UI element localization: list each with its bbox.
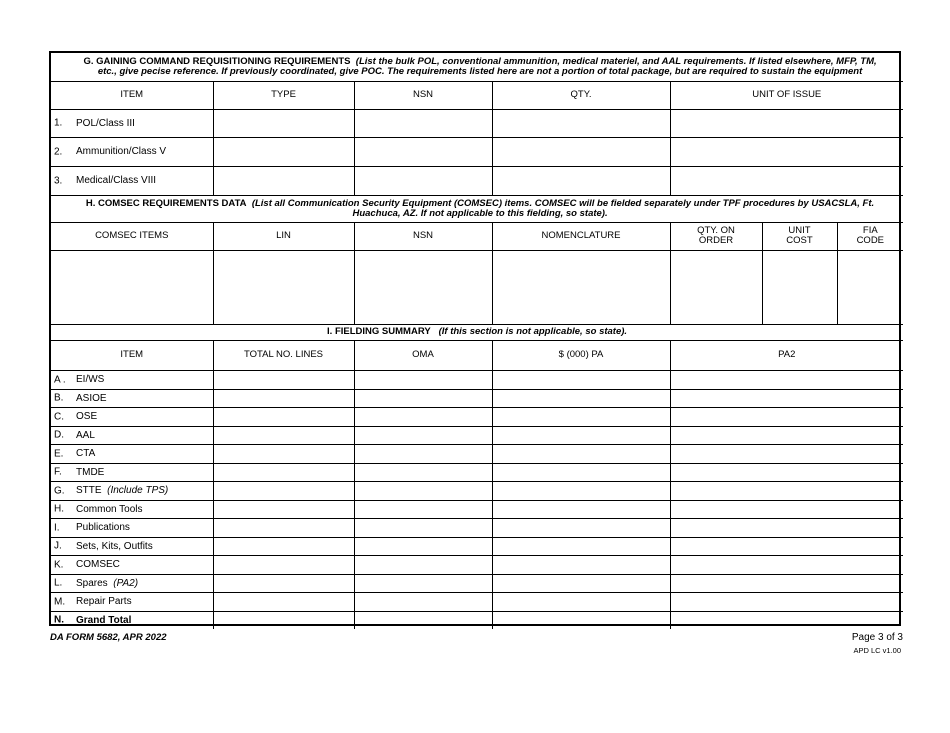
- i-header-item: ITEM: [51, 340, 213, 370]
- form-version: APD LC v1.00: [853, 646, 901, 655]
- i-oma-field[interactable]: [354, 500, 492, 518]
- h-nsn-field[interactable]: [354, 250, 492, 324]
- i-oma-field[interactable]: [354, 574, 492, 592]
- section-i-header: [51, 324, 903, 340]
- h-header-unit-cost: UNIT COST: [762, 222, 837, 250]
- i-pa2-field[interactable]: [670, 500, 903, 518]
- g-row-item: [51, 137, 213, 166]
- g-unit-field[interactable]: [670, 137, 903, 166]
- i-total-lines-field[interactable]: [213, 481, 354, 500]
- g-nsn-field[interactable]: [354, 137, 492, 166]
- g-row-item: [51, 109, 213, 137]
- i-oma-field[interactable]: [354, 592, 492, 611]
- i-total-lines-field[interactable]: [213, 370, 354, 389]
- i-row-letter: H.: [54, 503, 64, 515]
- g-unit-field[interactable]: [670, 166, 903, 195]
- i-row-item: [51, 444, 213, 463]
- i-oma-field[interactable]: [354, 463, 492, 481]
- i-pa2-field[interactable]: [670, 574, 903, 592]
- i-row: [51, 481, 903, 500]
- i-total-lines-field[interactable]: [213, 574, 354, 592]
- i-row: [51, 574, 903, 592]
- i-oma-field[interactable]: [354, 481, 492, 500]
- section-h-header: [51, 195, 903, 222]
- i-row-item: [51, 463, 213, 481]
- i-pa2-field[interactable]: [670, 592, 903, 611]
- g-qty-field[interactable]: [492, 166, 670, 195]
- i-row-letter: E.: [54, 448, 64, 459]
- i-pa2-field[interactable]: [670, 481, 903, 500]
- g-type-field[interactable]: [213, 109, 354, 137]
- h-header-qty-on-order: QTY. ON ORDER: [670, 222, 762, 250]
- i-pa2-field[interactable]: [670, 444, 903, 463]
- i-total-lines-field[interactable]: [213, 611, 354, 629]
- i-row-letter: N.: [54, 614, 64, 626]
- h-header-lin: LIN: [213, 222, 354, 250]
- h-header-nomenclature: NOMENCLATURE: [492, 222, 670, 250]
- section-i-note: (If this section is not applicable, so state).: [438, 326, 628, 337]
- h-nomenclature-field[interactable]: [492, 250, 670, 324]
- i-row-item: [51, 426, 213, 444]
- i-total-lines-field[interactable]: [213, 463, 354, 481]
- i-row: [51, 463, 903, 481]
- g-nsn-field[interactable]: [354, 166, 492, 195]
- i-header-pa: $ (000) PA: [492, 340, 670, 370]
- g-row-label: POL/Class III: [76, 117, 135, 129]
- i-row-label: Grand Total: [76, 614, 132, 626]
- g-type-field[interactable]: [213, 137, 354, 166]
- g-row-item: [51, 166, 213, 195]
- i-oma-field[interactable]: [354, 444, 492, 463]
- i-row-label: CTA: [76, 448, 96, 459]
- i-total-lines-field[interactable]: [213, 500, 354, 518]
- i-row-label: TMDE: [76, 466, 105, 478]
- i-row-letter: I.: [54, 522, 60, 533]
- h-header-comsec-items: COMSEC ITEMS: [51, 222, 213, 250]
- i-pa2-field[interactable]: [670, 537, 903, 555]
- i-row-label: EI/WS: [76, 374, 105, 385]
- i-oma-field[interactable]: [354, 389, 492, 407]
- i-pa-field[interactable]: [492, 500, 670, 518]
- g-unit-field[interactable]: [670, 109, 903, 137]
- i-row-letter: K.: [54, 559, 64, 570]
- i-row-letter: D.: [54, 429, 64, 441]
- i-pa-field[interactable]: [492, 426, 670, 444]
- i-row-label: Publications: [76, 522, 130, 533]
- i-header-oma: OMA: [354, 340, 492, 370]
- i-row: [51, 444, 903, 463]
- i-row-letter: C.: [54, 411, 64, 422]
- i-row-label: ASIOE: [76, 392, 107, 404]
- i-row-label: OSE: [76, 411, 98, 422]
- i-header-total-lines: TOTAL NO. LINES: [213, 340, 354, 370]
- i-total-lines-field[interactable]: [213, 444, 354, 463]
- i-total-lines-field[interactable]: [213, 389, 354, 407]
- i-oma-field[interactable]: [354, 407, 492, 426]
- g-type-field[interactable]: [213, 166, 354, 195]
- i-row: [51, 518, 903, 537]
- h-comsec-items-field[interactable]: [51, 250, 213, 324]
- section-g-note: (List the bulk POL, conventional ammunition, medical materiel, and AAL requirements. If listed elsewhere, MFP, TM, etc., give pecise reference. If previously coordinated, give POC. The requirements listed here are not a portion of total package, but are required to sustain the equipment: [97, 55, 877, 77]
- i-row-note: (Include TPS): [107, 485, 169, 496]
- i-row: [51, 500, 903, 518]
- g-header-qty: QTY.: [492, 81, 670, 109]
- form-page: [49, 51, 901, 626]
- i-row-label: Sets, Kits, Outfits: [76, 540, 153, 552]
- section-g-header: [51, 53, 903, 81]
- i-oma-field[interactable]: [354, 537, 492, 555]
- h-lin-field[interactable]: [213, 250, 354, 324]
- g-row-label: Ammunition/Class V: [76, 146, 167, 157]
- i-row: [51, 426, 903, 444]
- i-pa-field[interactable]: [492, 407, 670, 426]
- h-header-fia-code: FIA CODE: [837, 222, 903, 250]
- i-pa-field[interactable]: [492, 537, 670, 555]
- i-row-letter: J.: [54, 540, 62, 552]
- h-qty-on-order-field[interactable]: [670, 250, 762, 324]
- i-row-label: Common Tools: [76, 503, 143, 515]
- i-total-lines-field[interactable]: [213, 426, 354, 444]
- i-row-letter: B.: [54, 392, 64, 404]
- i-pa2-field[interactable]: [670, 407, 903, 426]
- i-pa-field[interactable]: [492, 611, 670, 629]
- i-row: [51, 555, 903, 574]
- i-pa2-field[interactable]: [670, 370, 903, 389]
- g-qty-field[interactable]: [492, 109, 670, 137]
- i-row: [51, 389, 903, 407]
- i-row: [51, 370, 903, 389]
- i-pa-field[interactable]: [492, 370, 670, 389]
- i-row-label: STTE: [76, 485, 102, 496]
- i-row-note: (PA2): [113, 577, 139, 589]
- i-oma-field[interactable]: [354, 426, 492, 444]
- i-pa2-field[interactable]: [670, 611, 903, 629]
- i-row-item: [51, 537, 213, 555]
- g-row-number: 2.: [54, 146, 63, 157]
- i-row: [51, 407, 903, 426]
- i-row: [51, 537, 903, 555]
- i-pa-field[interactable]: [492, 389, 670, 407]
- g-header-item: ITEM: [51, 81, 213, 109]
- i-pa2-field[interactable]: [670, 555, 903, 574]
- g-header-type: TYPE: [213, 81, 354, 109]
- g-row-number: 3.: [54, 175, 63, 186]
- i-row-item: [51, 481, 213, 500]
- h-header-nsn: NSN: [354, 222, 492, 250]
- page-number: Page 3 of 3: [851, 632, 903, 643]
- i-pa2-field[interactable]: [670, 518, 903, 537]
- i-total-lines-field[interactable]: [213, 555, 354, 574]
- i-row-item: [51, 611, 213, 629]
- g-qty-field[interactable]: [492, 137, 670, 166]
- i-row-item: [51, 518, 213, 537]
- g-header-unit-of-issue: UNIT OF ISSUE: [670, 81, 903, 109]
- i-oma-field[interactable]: [354, 370, 492, 389]
- i-row-label: Spares: [76, 577, 108, 589]
- g-nsn-field[interactable]: [354, 109, 492, 137]
- form-table: [51, 53, 903, 629]
- i-pa-field[interactable]: [492, 555, 670, 574]
- i-row-label: Repair Parts: [76, 596, 132, 607]
- i-row-letter: L.: [54, 577, 63, 589]
- section-h-title: H. COMSEC REQUIREMENTS DATA: [85, 197, 247, 209]
- i-oma-field[interactable]: [354, 555, 492, 574]
- i-row-item: [51, 389, 213, 407]
- i-total-lines-field[interactable]: [213, 518, 354, 537]
- i-total-lines-field[interactable]: [213, 537, 354, 555]
- section-g-title: G. GAINING COMMAND REQUISITIONING REQUIREMENTS: [83, 55, 351, 67]
- i-row-item: [51, 407, 213, 426]
- g-row-medical: [51, 166, 903, 195]
- i-pa2-field[interactable]: [670, 426, 903, 444]
- i-pa-field[interactable]: [492, 481, 670, 500]
- g-row-ammunition: [51, 137, 903, 166]
- i-row-letter: M.: [54, 596, 66, 607]
- i-oma-field[interactable]: [354, 611, 492, 629]
- i-row-item: [51, 500, 213, 518]
- i-row-item: [51, 555, 213, 574]
- i-pa-field[interactable]: [492, 592, 670, 611]
- i-row-letter: F.: [54, 466, 62, 478]
- i-pa-field[interactable]: [492, 463, 670, 481]
- i-row-label: COMSEC: [76, 559, 120, 570]
- i-row-letter: G.: [54, 485, 65, 496]
- i-row-grand-total: [51, 611, 903, 629]
- g-row-label: Medical/Class VIII: [76, 175, 157, 186]
- i-pa-field[interactable]: [492, 574, 670, 592]
- g-header-nsn: NSN: [354, 81, 492, 109]
- h-fia-code-field[interactable]: [837, 250, 903, 324]
- form-id: DA FORM 5682, APR 2022: [50, 632, 167, 643]
- i-header-pa2: PA2: [670, 340, 903, 370]
- i-pa-field[interactable]: [492, 444, 670, 463]
- section-i-title: I. FIELDING SUMMARY: [327, 326, 431, 337]
- section-h-note: (List all Communication Security Equipment (COMSEC) items. COMSEC will be fielded separately under TPF procedures by USACSLA, Ft. Huachuca, AZ. If not applicable to this fielding, so state).: [251, 197, 875, 219]
- h-entry-row: [51, 250, 903, 324]
- i-row-item: [51, 592, 213, 611]
- g-row-number: 1.: [54, 117, 63, 129]
- i-row-letter: A .: [54, 374, 66, 385]
- i-row-label: AAL: [76, 429, 95, 441]
- i-total-lines-field[interactable]: [213, 592, 354, 611]
- i-row: [51, 592, 903, 611]
- i-row-item: [51, 370, 213, 389]
- i-pa-field[interactable]: [492, 518, 670, 537]
- i-oma-field[interactable]: [354, 518, 492, 537]
- g-row-pol: [51, 109, 903, 137]
- h-unit-cost-field[interactable]: [762, 250, 837, 324]
- i-pa2-field[interactable]: [670, 463, 903, 481]
- i-row-item: [51, 574, 213, 592]
- i-pa2-field[interactable]: [670, 389, 903, 407]
- i-total-lines-field[interactable]: [213, 407, 354, 426]
